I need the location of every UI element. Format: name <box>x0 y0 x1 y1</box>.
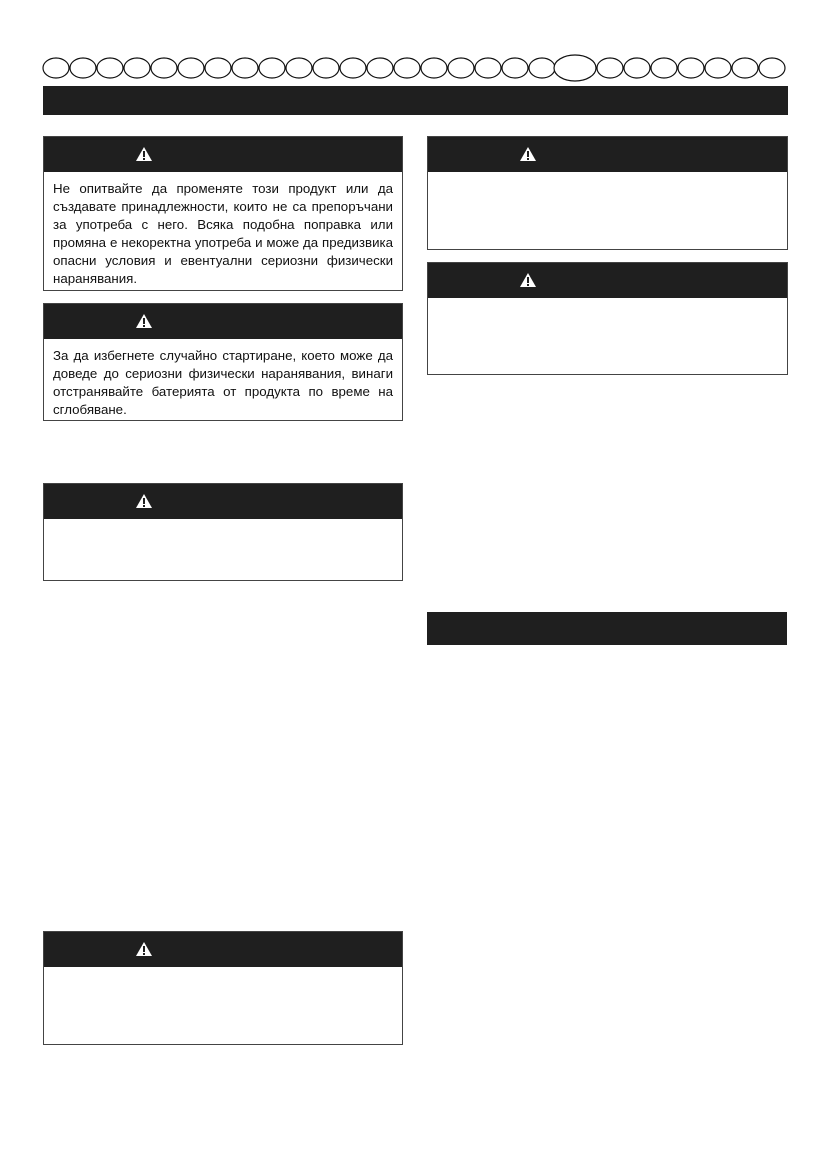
warning-header <box>44 137 402 172</box>
warning-header <box>44 484 402 519</box>
language-tab[interactable] <box>124 58 150 78</box>
language-tab[interactable] <box>759 58 785 78</box>
warning-box <box>427 136 788 250</box>
language-tab[interactable] <box>421 58 447 78</box>
warning-box <box>427 262 788 375</box>
warning-triangle-icon <box>519 272 537 288</box>
section-header-banner <box>43 86 788 115</box>
warning-box <box>43 303 403 421</box>
language-tab[interactable] <box>597 58 623 78</box>
warning-text <box>44 519 402 527</box>
language-tab[interactable] <box>732 58 758 78</box>
language-tab[interactable] <box>475 58 501 78</box>
section-header-bar <box>427 612 787 645</box>
warning-triangle-icon <box>135 146 153 162</box>
language-tab[interactable] <box>232 58 258 78</box>
language-tab[interactable] <box>624 58 650 78</box>
language-tab[interactable] <box>651 58 677 78</box>
language-tab[interactable] <box>529 58 555 78</box>
warning-text: Не опитвайте да променяте този продукт или да създавате принадлежности, които не са препоръчани за употреба с него. Всяка подобна поправка или промяна е некоректна употреба и може да предизвика опасни условия и евентуални сериозни физически наранявания. <box>53 181 393 286</box>
warning-box <box>43 931 403 1045</box>
warning-triangle-icon <box>519 146 537 162</box>
warning-header <box>44 304 402 339</box>
language-tab[interactable] <box>313 58 339 78</box>
warning-header <box>428 137 787 172</box>
warning-box <box>43 483 403 581</box>
language-tab[interactable] <box>678 58 704 78</box>
language-tab[interactable] <box>367 58 393 78</box>
language-tab[interactable] <box>259 58 285 78</box>
language-tab[interactable] <box>205 58 231 78</box>
language-tab[interactable] <box>70 58 96 78</box>
warning-triangle-icon <box>135 313 153 329</box>
language-tab[interactable] <box>43 58 69 78</box>
warning-box <box>43 136 403 291</box>
language-tab[interactable] <box>394 58 420 78</box>
language-tabs <box>40 54 788 82</box>
warning-header <box>428 263 787 298</box>
language-tab[interactable] <box>340 58 366 78</box>
language-tab-active[interactable] <box>554 55 596 81</box>
language-tab[interactable] <box>286 58 312 78</box>
language-tab[interactable] <box>178 58 204 78</box>
warning-text <box>428 172 787 180</box>
warning-header <box>44 932 402 967</box>
warning-text <box>428 298 787 306</box>
language-tab[interactable] <box>151 58 177 78</box>
warning-triangle-icon <box>135 941 153 957</box>
language-tab[interactable] <box>448 58 474 78</box>
warning-text: За да избегнете случайно стартиране, което може да доведе до сериозни физически наранявания, винаги отстранявайте батерията от продукта по време на сглобяване. <box>53 348 393 417</box>
language-tab[interactable] <box>97 58 123 78</box>
warning-text <box>44 967 402 975</box>
warning-triangle-icon <box>135 493 153 509</box>
language-tab[interactable] <box>502 58 528 78</box>
language-tab[interactable] <box>705 58 731 78</box>
